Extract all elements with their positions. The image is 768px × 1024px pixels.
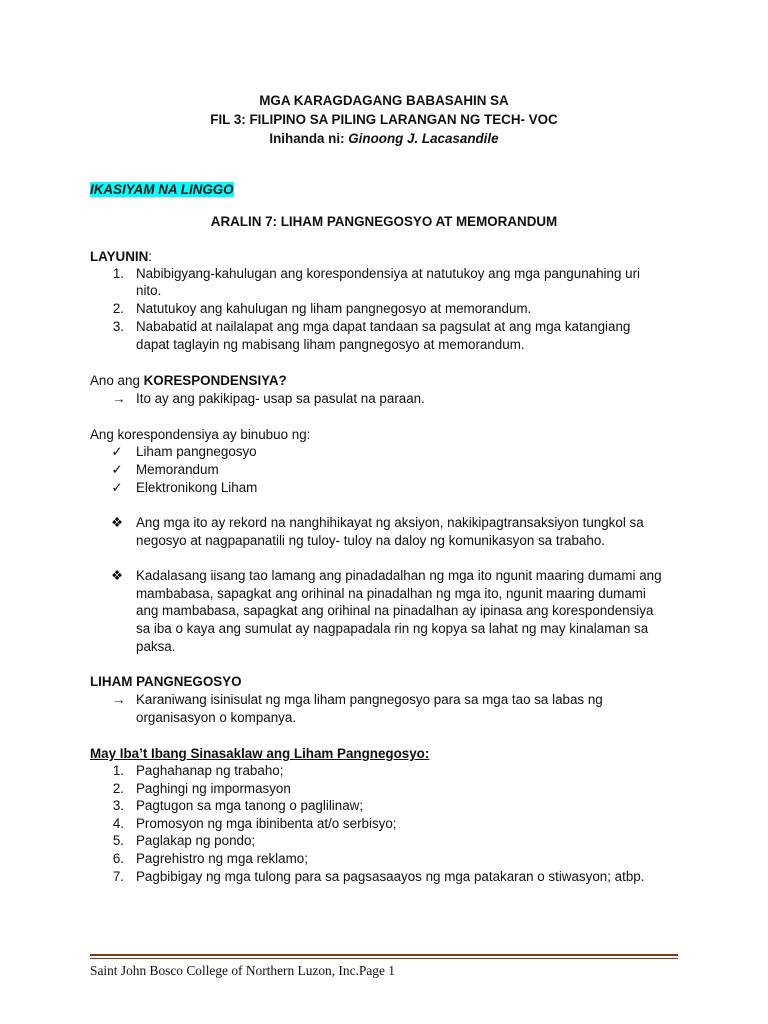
- objectives-heading-text: LAYUNIN: [90, 249, 149, 264]
- objective-text-cont: dapat taglayin ng mabisang liham pangnegosyo at memorandum.: [136, 337, 525, 352]
- objective-text: Nababatid at nailalapat ang mga dapat tandaan sa pagsulat at ang mga katangiang: [136, 319, 631, 334]
- type-item: Memorandum: [136, 462, 219, 477]
- purpose-item: Paglakap ng pondo;: [136, 833, 256, 848]
- purpose-item: Paghahanap ng trabaho;: [136, 763, 284, 778]
- check-icon: ✓: [111, 444, 123, 459]
- arrow-right-icon: →: [112, 391, 126, 406]
- diamond-bullet-icon: ❖: [110, 568, 123, 583]
- prepared-by: [0, 130, 768, 147]
- business-letter-definition-cont: organisasyon o kompanya.: [136, 710, 297, 725]
- type-item: Liham pangnegosyo: [136, 444, 257, 459]
- korespondensiya-intro: Ang korespondensiya ay binubuo ng:: [90, 427, 311, 442]
- type-item: Elektronikong Liham: [136, 480, 258, 495]
- purpose-number: 3.: [112, 798, 124, 813]
- note-line: sa iba o kaya ang sumulat ay nagpapadala rin ng kopya sa lahat ng may kinalaman sa: [136, 621, 649, 636]
- purpose-number: 7.: [112, 869, 124, 884]
- objective-text: Nabibigyang-kahulugan ang korespondensiya at natutukoy ang mga pangunahing uri: [136, 266, 641, 281]
- business-letter-heading: LIHAM PANGNEGOSYO: [90, 674, 242, 689]
- objective-number: 2.: [112, 301, 124, 316]
- purpose-number: 6.: [112, 851, 124, 866]
- note-line: paksa.: [136, 639, 176, 654]
- check-icon: ✓: [111, 462, 123, 477]
- prepared-label: Inihanda ni:: [269, 131, 349, 146]
- note-line: Kadalasang iisang tao lamang ang pinadadalhan ng mga ito ngunit maaring dumami ang: [136, 568, 662, 583]
- diamond-bullet-icon: ❖: [110, 515, 123, 530]
- purpose-item: Paghingi ng impormasyon: [136, 781, 291, 796]
- purpose-item: Promosyon ng mga ibinibenta at/o serbisyo;: [136, 816, 397, 831]
- objective-text: Natutukoy ang kahulugan ng liham pangnegosyo at memorandum.: [136, 301, 532, 316]
- note-line: negosyo at nagpapanatili ng tuloy- tuloy na daloy ng komunikasyon sa trabaho.: [136, 533, 605, 548]
- purpose-number: 1.: [112, 763, 124, 778]
- purpose-item: Pagrehistro ng mga reklamo;: [136, 851, 308, 866]
- objective-number: 1.: [112, 266, 124, 281]
- korespondensiya-definition: Ito ay ang pakikipag- usap sa pasulat na paraan.: [136, 391, 425, 406]
- objectives-heading-colon: :: [148, 249, 153, 264]
- note-line: ang mambabasa, sapagkat ang orihinal na pinadalhan ay ipinasa ang korespondensiya: [136, 603, 654, 618]
- note-line: mambabasa, sapagkat ang orihinal na pinadalhan ng mga ito, ngunit maaring dumami: [136, 586, 646, 601]
- objective-number: 3.: [112, 319, 124, 334]
- objective-text-cont: nito.: [136, 283, 162, 298]
- purposes-heading: May Iba’t Ibang Sinasaklaw ang Liham Pangnegosyo:: [90, 746, 430, 761]
- page-footer: Saint John Bosco College of Northern Luzon, Inc.Page 1: [90, 963, 395, 978]
- lesson-title: ARALIN 7: LIHAM PANGNEGOSYO AT MEMORANDUM: [210, 214, 558, 229]
- week-highlight: IKASIYAM NA LINGGO: [90, 182, 234, 197]
- korespondensiya-question: [90, 372, 287, 389]
- footer-rule-thick: [90, 954, 678, 956]
- purpose-item: Pagtugon sa mga tanong o paglilinaw;: [136, 798, 364, 813]
- prepared-name: Ginoong J. Lacasandile: [348, 131, 499, 146]
- header-line-2: FIL 3: FILIPINO SA PILING LARANGAN NG TECH- VOC: [210, 112, 558, 127]
- purpose-number: 4.: [112, 816, 124, 831]
- arrow-right-icon: →: [112, 692, 126, 707]
- business-letter-definition: Karaniwang isinisulat ng mga liham pangnegosyo para sa mga tao sa labas ng: [136, 692, 603, 707]
- footer-rule-thin: [90, 958, 678, 959]
- purpose-item: Pagbibigay ng mga tulong para sa pagsasaayos ng mga patakaran o stiwasyon; atbp.: [136, 869, 645, 884]
- note-line: Ang mga ito ay rekord na nanghihikayat ng aksiyon, nakikipagtransaksiyon tungkol sa: [136, 515, 644, 530]
- purpose-number: 2.: [112, 781, 124, 796]
- question-term: KORESPONDENSIYA?: [143, 373, 287, 388]
- question-prefix: Ano ang: [90, 373, 144, 388]
- objectives-heading: [90, 248, 152, 265]
- check-icon: ✓: [111, 480, 123, 495]
- week-label: [90, 181, 234, 198]
- purpose-number: 5.: [112, 833, 124, 848]
- header-line-1: MGA KARAGDAGANG BABASAHIN SA: [259, 93, 509, 108]
